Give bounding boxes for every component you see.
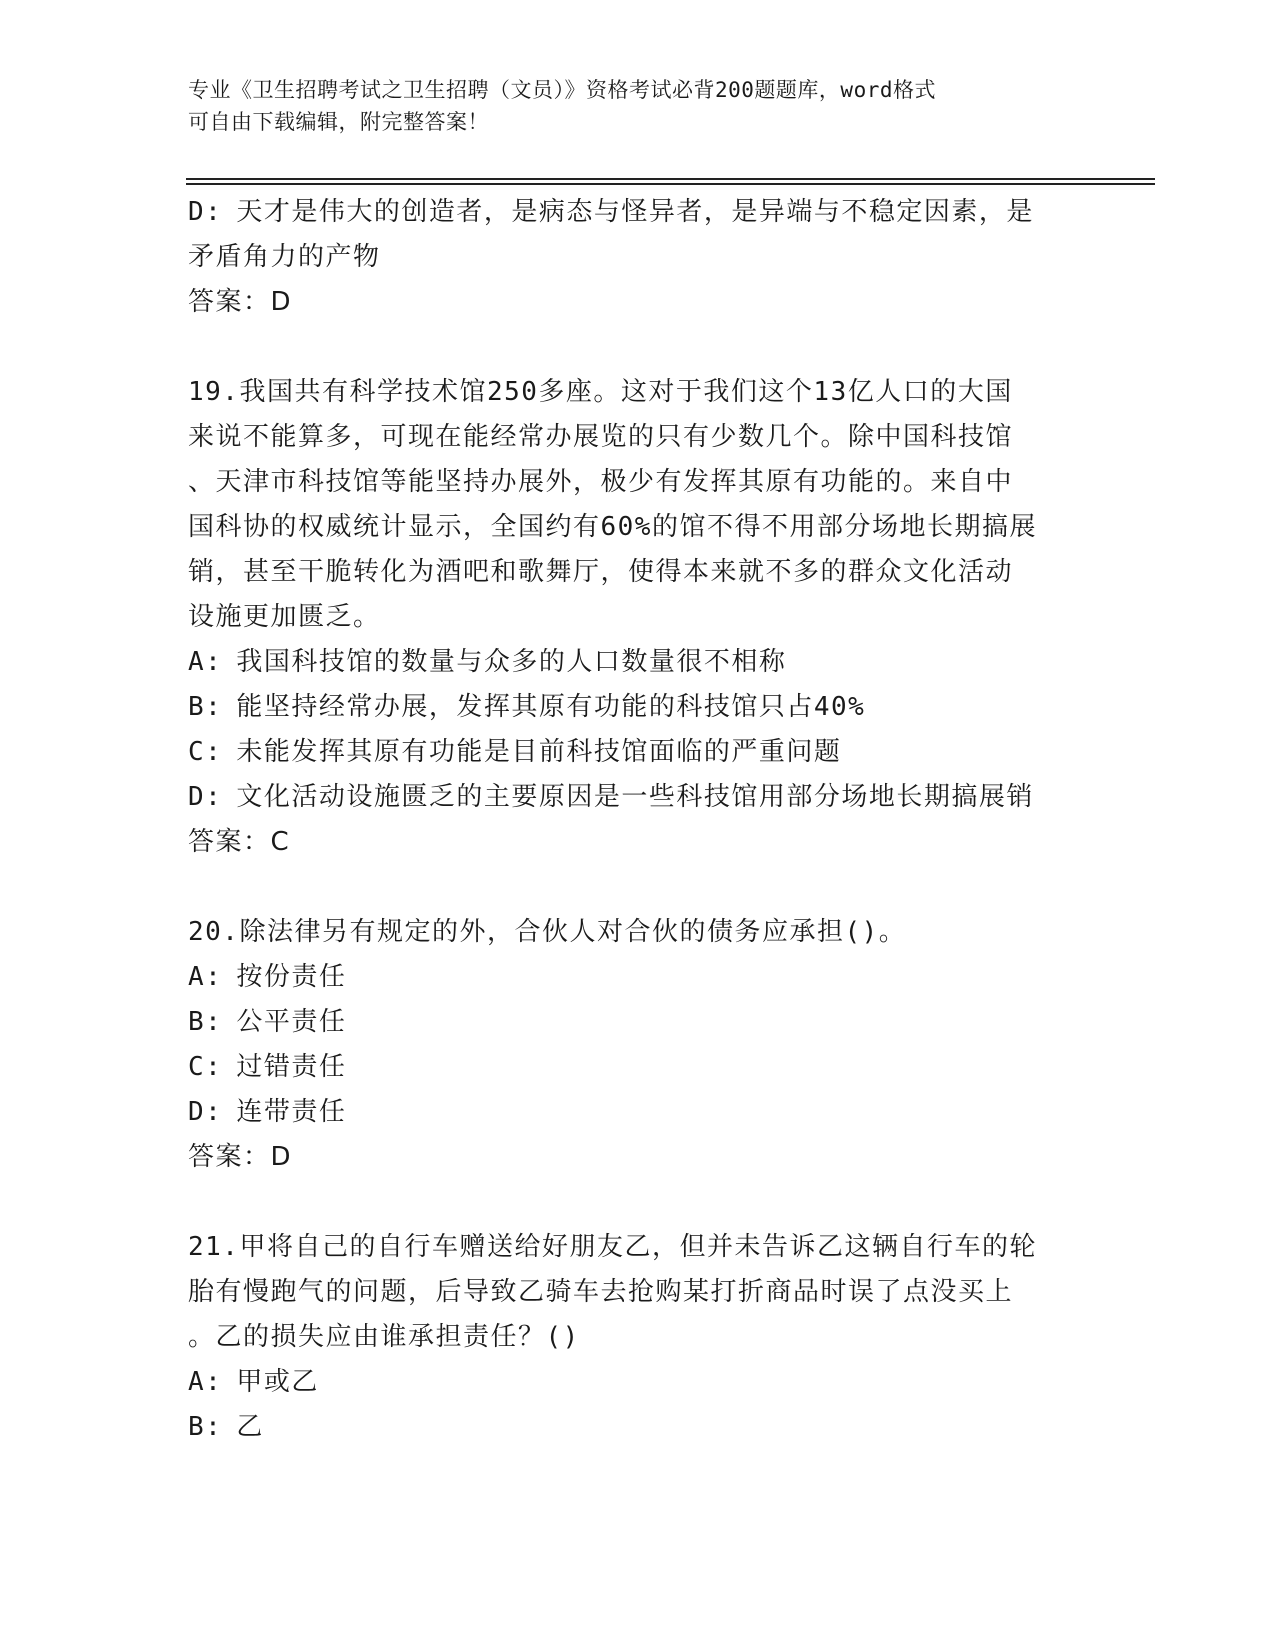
question-20: [188, 910, 1088, 1180]
option-a: [188, 955, 1088, 1000]
document-header: [188, 74, 1068, 138]
question-21: [188, 1225, 1088, 1450]
option-text: 天才是伟大的创造者，是病态与怪异者，是异端与不稳定因素，是: [236, 197, 1034, 227]
question-19: [188, 370, 1088, 865]
option-text: 过错责任: [236, 1052, 347, 1082]
question-text-line: 销，甚至干脆转化为酒吧和歌舞厅，使得本来就不多的群众文化活动: [188, 557, 1014, 587]
option-label: C:: [188, 1052, 223, 1082]
question-text-line: 胎有慢跑气的问题，后导致乙骑车去抢购某打折商品时误了点没买上: [188, 1277, 1014, 1307]
option-text: 按份责任: [236, 962, 347, 992]
answer-line: 答案：C: [188, 827, 291, 857]
option-a: [188, 1360, 1088, 1405]
option-a: [188, 640, 1088, 685]
option-label: A:: [188, 647, 223, 677]
option-label: D:: [188, 197, 223, 227]
option-text: 连带责任: [236, 1097, 347, 1127]
spacer: [188, 1180, 1088, 1225]
option-label: B:: [188, 1007, 223, 1037]
option-label: B:: [188, 692, 223, 722]
header-line-2: 可自由下载编辑，附完整答案！: [188, 110, 489, 134]
option-c: [188, 1045, 1088, 1090]
option-label: B:: [188, 1412, 223, 1442]
option-b: [188, 1000, 1088, 1045]
option-text: 甲或乙: [236, 1367, 319, 1397]
option-label: A:: [188, 1367, 223, 1397]
option-c: [188, 730, 1088, 775]
header-divider-bottom: [186, 183, 1155, 185]
option-b: [188, 1405, 1088, 1450]
option-label: D:: [188, 782, 223, 812]
question-18-tail: [188, 190, 1088, 325]
option-label: D:: [188, 1097, 223, 1127]
answer-line: 答案：D: [188, 1142, 293, 1172]
document-body: [188, 190, 1088, 1450]
option-d: [188, 775, 1088, 820]
question-text-line: 。乙的损失应由谁承担责任？(): [188, 1322, 580, 1352]
option-text: 能坚持经常办展，发挥其原有功能的科技馆只占40%: [236, 692, 866, 722]
option-text: 公平责任: [236, 1007, 347, 1037]
option-d: [188, 190, 1088, 235]
header-divider-top: [186, 178, 1155, 180]
spacer: [188, 865, 1088, 910]
option-text: 我国科技馆的数量与众多的人口数量很不相称: [236, 647, 787, 677]
option-label: A:: [188, 962, 223, 992]
option-text: 文化活动设施匮乏的主要原因是一些科技馆用部分场地长期搞展销: [236, 782, 1034, 812]
answer-line: 答案：D: [188, 287, 293, 317]
option-text: 乙: [236, 1412, 264, 1442]
option-text: 未能发挥其原有功能是目前科技馆面临的严重问题: [236, 737, 842, 767]
option-d: [188, 1090, 1088, 1135]
question-text-line: 来说不能算多，可现在能经常办展览的只有少数几个。除中国科技馆: [188, 422, 1014, 452]
question-text-line: 设施更加匮乏。: [188, 602, 381, 632]
option-label: C:: [188, 737, 223, 767]
question-text-line: 、天津市科技馆等能坚持办展外，极少有发挥其原有功能的。来自中: [188, 467, 1014, 497]
spacer: [188, 325, 1088, 370]
question-text-line: 国科协的权威统计显示，全国约有60%的馆不得不用部分场地长期搞展: [188, 512, 1037, 542]
option-d-continued: 矛盾角力的产物: [188, 242, 381, 272]
header-line-1: 专业《卫生招聘考试之卫生招聘（文员）》资格考试必背200题题库，word格式: [188, 78, 936, 102]
question-text-line: 20.除法律另有规定的外，合伙人对合伙的债务应承担()。: [188, 917, 907, 947]
option-b: [188, 685, 1088, 730]
question-text-line: 19.我国共有科学技术馆250多座。这对于我们这个13亿人口的大国: [188, 377, 1013, 407]
question-text-line: 21.甲将自己的自行车赠送给好朋友乙，但并未告诉乙这辆自行车的轮: [188, 1232, 1037, 1262]
